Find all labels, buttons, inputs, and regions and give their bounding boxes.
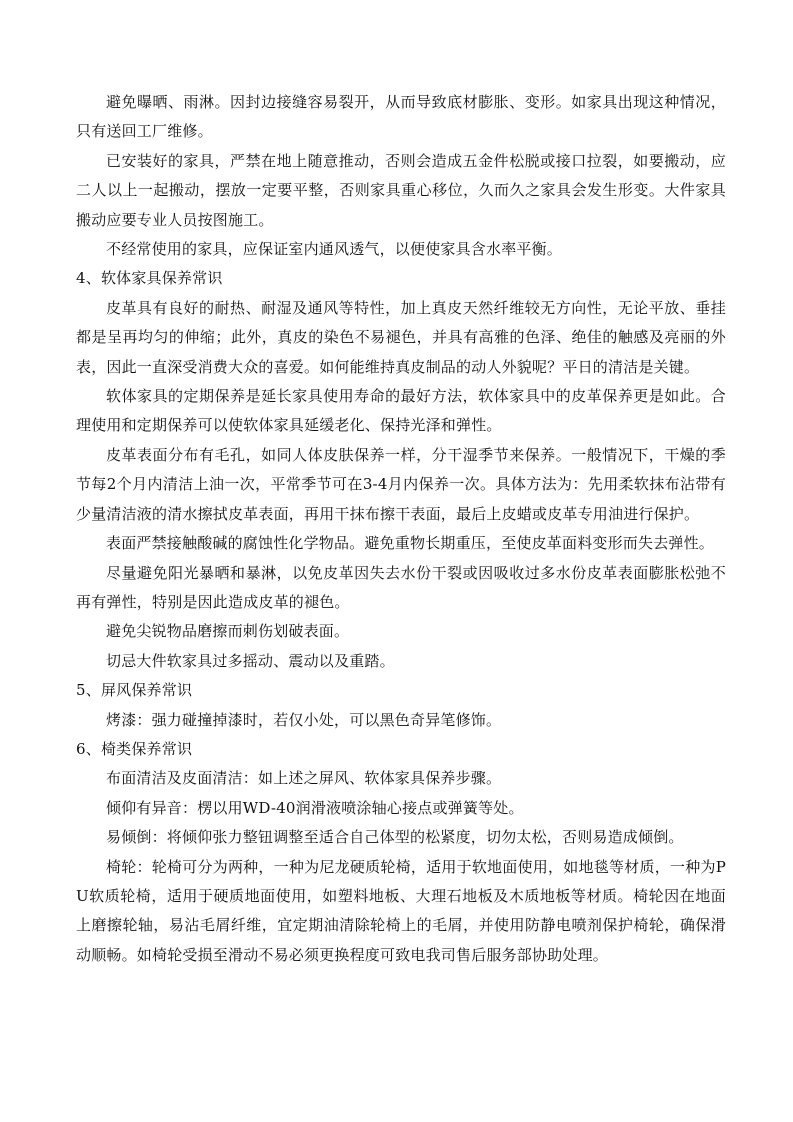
paragraph-periodic-maintenance: 软体家具的定期保养是延长家具使用寿命的最好方法，软体家具中的皮革保养更是如此。合理使用和定期保养可以使软体家具延缓老化、保持光泽和弹性。 <box>76 387 726 435</box>
paragraph-chemicals: 表面严禁接触酸碱的腐蚀性化学物品。避免重物长期重压，至使皮革面料变形而失去弹性。 <box>106 534 715 553</box>
paragraph-casters: 椅轮：轮椅可分为两种，一种为尼龙硬质轮椅，适用于软地面使用，如地毯等材质，一种为PU软质轮椅，适用于硬质地面使用，如塑料地板、大理石地板及木质地板等材质。椅轮因在地面上磨擦轮轴，易沾毛屑纤维，宜定期油清除轮椅上的毛屑，并使用防静电喷剂保护椅轮，确保滑动顺畅。如椅轮受损至滑动不易必须更换程度可致电我司售后服务部协助处理。 <box>76 857 726 964</box>
document-body <box>76 88 726 970</box>
paragraph-fabric-cleaning: 布面清洁及皮面清洁：如上述之屏风、软体家具保养步骤。 <box>106 769 502 788</box>
paragraph-moving-furniture: 已安装好的家具，严禁在地上随意推动，否则会造成五金件松脱或接口拉裂，如要搬动，应二人以上一起搬动，摆放一定要平整，否则家具重心移位，久而久之家具会发生形变。大件家具搬动应要专业人员按图施工。 <box>76 151 726 229</box>
section-heading-soft-furniture: 4、软体家具保养常识 <box>76 269 223 288</box>
paragraph-paint: 烤漆：强力碰撞掉漆时，若仅小处，可以黑色奇异笔修饰。 <box>106 710 502 729</box>
paragraph-shaking: 切忌大件软家具过多摇动、震动以及重踏。 <box>106 651 395 670</box>
paragraph-sharp-objects: 避免尖锐物品磨擦而刺伤划破表面。 <box>106 622 350 641</box>
paragraph-leather-cleaning: 皮革表面分布有毛孔，如同人体皮肤保养一样，分干湿季节来保养。一般情况下，干燥的季节每2个月内清洁上油一次，平常季节可在3-4月内保养一次。具体方法为：先用柔软抹布沾带有少量清洁液的清水擦拭皮革表面，再用干抹布擦干表面，最后上皮蜡或皮革专用油进行保护。 <box>76 445 726 523</box>
paragraph-sun-rain: 避免曝晒、雨淋。因封边接缝容易裂开，从而导致底材膨胀、变形。如家具出现这种情况，只有送回工厂维修。 <box>76 93 726 141</box>
paragraph-ventilation: 不经常使用的家具，应保证室内通风透气，以便使家具含水率平衡。 <box>106 240 563 259</box>
paragraph-sunlight: 尽量避免阳光暴晒和暴淋，以免皮革因失去水份干裂或因吸收过多水份皮革表面膨胀松弛不再有弹性，特别是因此造成皮革的褪色。 <box>76 563 726 611</box>
paragraph-leather-properties: 皮革具有良好的耐热、耐湿及通风等特性，加上真皮天然纤维较无方向性，无论平放、垂挂都是呈再均匀的伸缩；此外，真皮的染色不易褪色，并具有高雅的色泽、绝佳的触感及亮丽的外表，因此一直深受消费大众的喜爱。如何能维持真皮制品的动人外貌呢？平日的清洁是关键。 <box>76 298 726 376</box>
section-heading-chairs: 6、椅类保养常识 <box>76 739 193 758</box>
paragraph-tipping: 易倾倒：将倾仰张力整钮调整至适合自己体型的松紧度，切勿太松，否则易造成倾倒。 <box>106 828 684 847</box>
paragraph-tilt-noise: 倾仰有异音：楞以用WD-40润滑液喷涂轴心接点或弹簧等处。 <box>106 798 524 817</box>
section-heading-screens: 5、屏风保养常识 <box>76 681 193 700</box>
